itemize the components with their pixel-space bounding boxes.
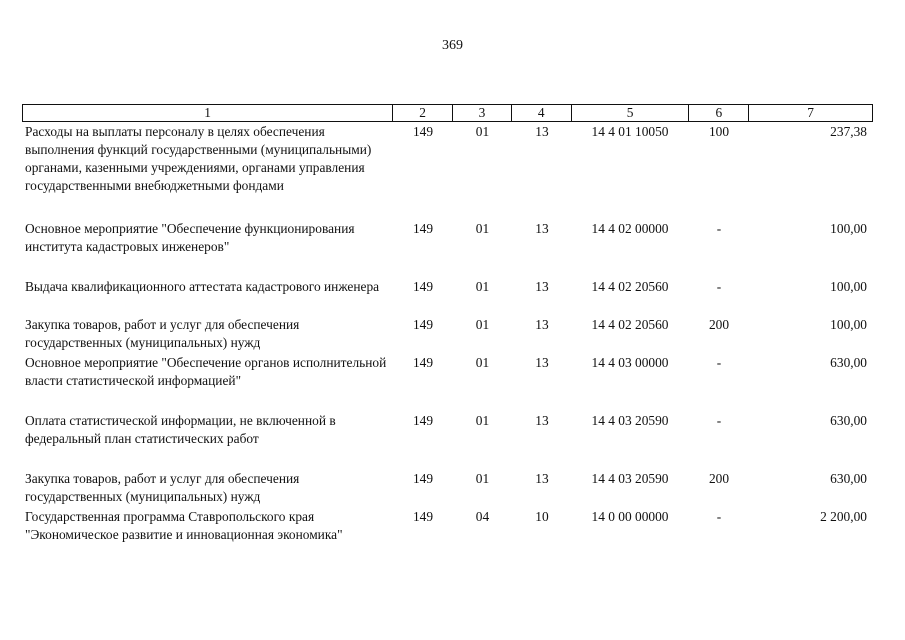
row-code-2: 149 (412, 471, 434, 486)
row-code-6: - (716, 413, 722, 428)
row-code-5: 14 4 03 20590 (591, 471, 669, 486)
row-name: Основное мероприятие "Обеспечение органов исполнительной власти статистической информацией" (25, 355, 387, 388)
row-amount: 100,00 (830, 317, 867, 332)
row-name: Государственная программа Ставропольского края "Экономическое развитие и инновационная экономика" (25, 509, 343, 542)
row-code-4: 13 (535, 124, 549, 139)
column-header-2: 2 (392, 105, 452, 121)
row-code-5: 14 0 00 00000 (591, 509, 669, 524)
row-code-5: 14 4 03 00000 (591, 355, 669, 370)
table-header (22, 104, 873, 122)
row-code-2: 149 (412, 221, 434, 236)
column-header-7: 7 (748, 105, 872, 121)
table-row (22, 123, 873, 195)
row-code-3: 01 (475, 317, 490, 332)
table-row (22, 508, 873, 544)
row-code-2: 149 (412, 355, 434, 370)
row-name: Основное мероприятие "Обеспечение функционирования института кадастровых инженеров" (25, 221, 355, 254)
row-amount: 100,00 (830, 279, 867, 294)
row-code-4: 13 (535, 221, 549, 236)
row-name: Закупка товаров, работ и услуг для обеспечения государственных (муниципальных) нужд (25, 317, 300, 350)
column-header-3: 3 (452, 105, 511, 121)
table-row (22, 470, 873, 506)
column-header-5: 5 (571, 105, 689, 121)
row-code-3: 01 (475, 279, 490, 294)
row-code-6: 100 (708, 124, 730, 139)
table-row (22, 220, 873, 256)
row-name: Оплата статистической информации, не включенной в федеральный план статистических работ (25, 413, 336, 446)
row-code-2: 149 (412, 279, 434, 294)
row-code-5: 14 4 02 20560 (591, 279, 669, 294)
row-amount: 630,00 (830, 471, 867, 486)
row-code-2: 149 (412, 413, 434, 428)
row-code-6: 200 (708, 471, 730, 486)
row-name: Расходы на выплаты персоналу в целях обеспечения выполнения функций государственными (муниципальными) органами, казенными учреждениями, органами управления государственными внебюджетными фондами (25, 124, 372, 193)
row-code-4: 13 (535, 413, 549, 428)
row-code-5: 14 4 02 00000 (591, 221, 669, 236)
row-code-6: - (716, 221, 722, 236)
row-amount: 630,00 (830, 413, 867, 428)
table-row (22, 316, 873, 352)
row-code-3: 01 (475, 221, 490, 236)
row-code-3: 01 (475, 355, 490, 370)
column-header-4: 4 (511, 105, 571, 121)
row-code-3: 01 (475, 413, 490, 428)
row-code-5: 14 4 01 10050 (591, 124, 669, 139)
row-code-4: 13 (535, 317, 549, 332)
row-code-6: - (716, 279, 722, 294)
row-name: Выдача квалификационного аттестата кадастрового инженера (25, 279, 380, 294)
row-code-4: 13 (535, 471, 549, 486)
row-code-2: 149 (412, 317, 434, 332)
row-amount: 100,00 (830, 221, 867, 236)
row-code-6: - (716, 355, 722, 370)
column-header-6: 6 (688, 105, 748, 121)
row-code-4: 13 (535, 355, 549, 370)
row-code-5: 14 4 02 20560 (591, 317, 669, 332)
row-code-3: 01 (475, 471, 490, 486)
row-name: Закупка товаров, работ и услуг для обеспечения государственных (муниципальных) нужд (25, 471, 300, 504)
row-code-6: - (716, 509, 722, 524)
row-code-3: 01 (475, 124, 490, 139)
row-code-5: 14 4 03 20590 (591, 413, 669, 428)
table-row (22, 278, 873, 296)
row-code-4: 13 (535, 279, 549, 294)
row-code-4: 10 (535, 509, 549, 524)
row-code-2: 149 (412, 124, 434, 139)
table-row (22, 354, 873, 390)
row-amount: 237,38 (830, 124, 867, 139)
table-row (22, 412, 873, 448)
row-amount: 630,00 (830, 355, 867, 370)
row-code-3: 04 (475, 509, 490, 524)
column-header-1: 1 (204, 105, 211, 120)
page-number: 369 (442, 38, 463, 53)
row-code-2: 149 (412, 509, 434, 524)
row-code-6: 200 (708, 317, 730, 332)
row-amount: 2 200,00 (820, 509, 867, 524)
